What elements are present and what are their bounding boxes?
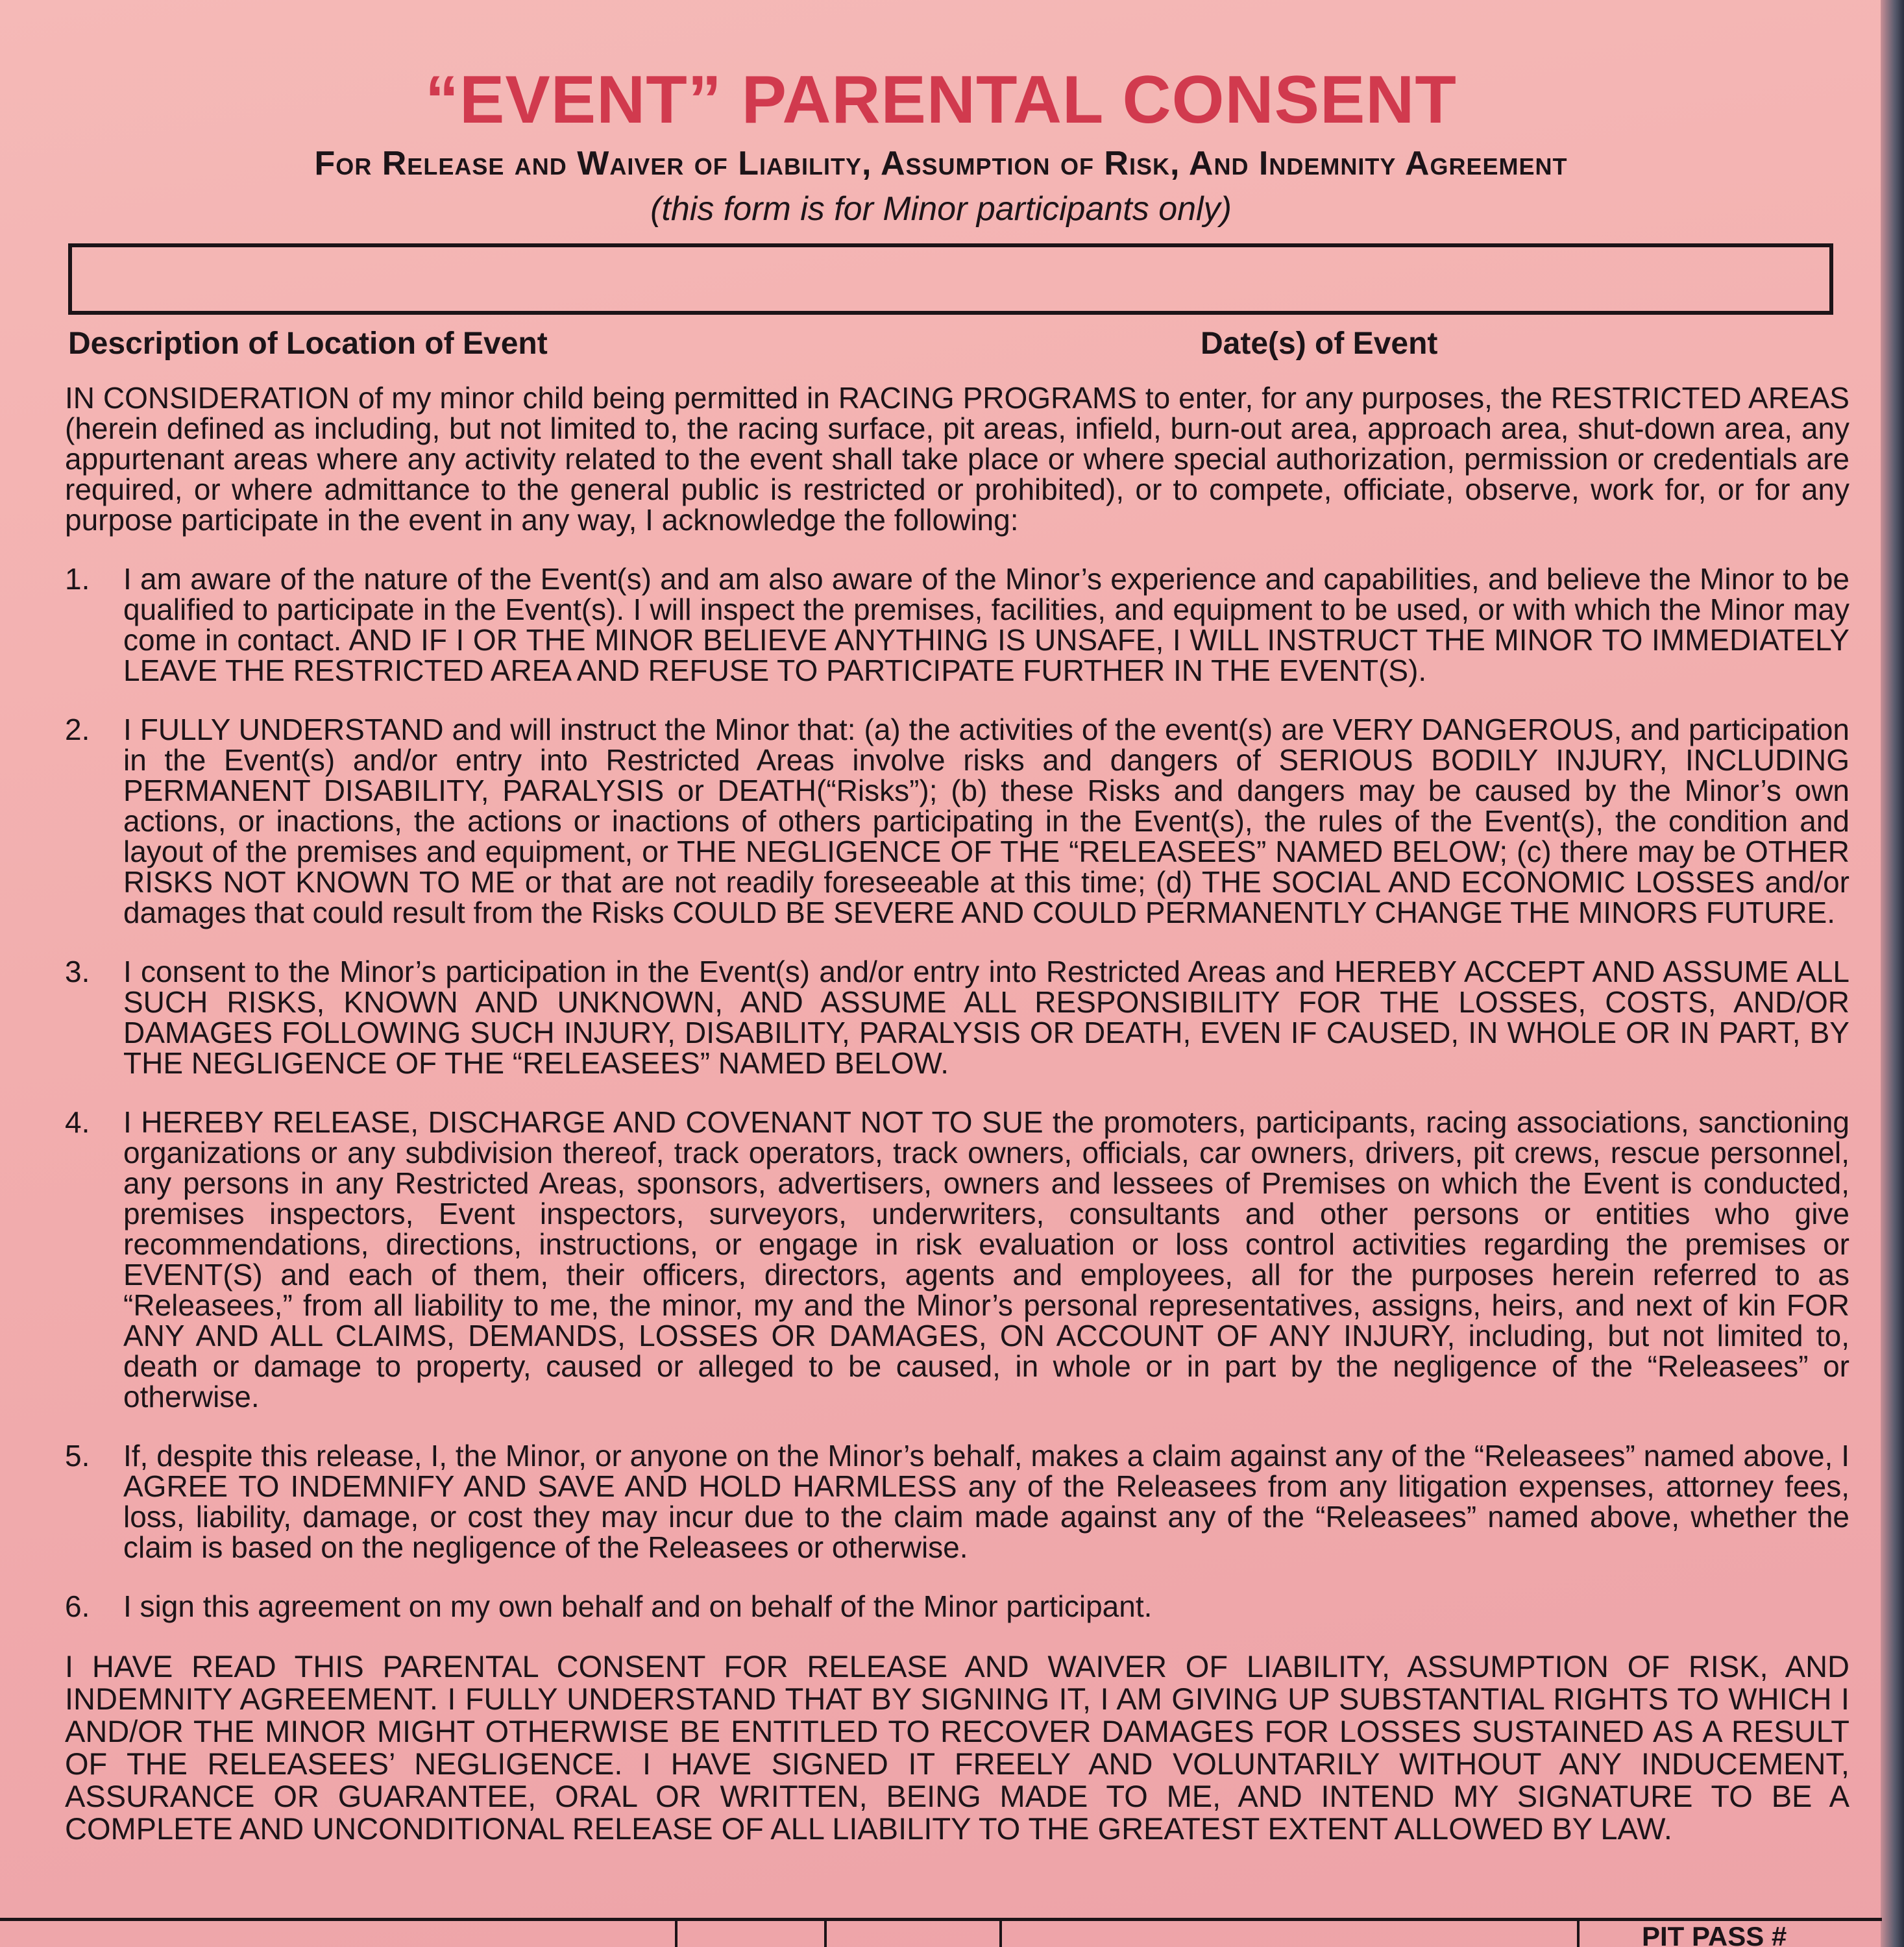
clause-text: I consent to the Minor’s participation in the Event(s) and/or entry into Restricted Areas and HEREBY ACCEPT AND ASSUME ALL SUCH RISKS, KNOWN AND UNKNOWN, AND ASSUME ALL RESPONSIBILITY FOR THE LOSSES, COSTS, AND/OR DAMAGES FOLLOWING SUCH INJURY, DISABILITY, PARALYSIS OR DEATH, EVEN IF CAUSED, IN WHOLE OR IN PART, BY THE NEGLIGENCE OF THE “RELEASEES” NAMED BELOW. <box>123 955 1849 1080</box>
clause-number: 6. <box>65 1589 90 1623</box>
clause-number: 3. <box>65 955 90 988</box>
clause-number: 1. <box>65 562 90 596</box>
clause-number: 5. <box>65 1439 90 1473</box>
clause-text: If, despite this release, I, the Minor, or anyone on the Minor’s behalf, makes a claim against any of the “Releasees” named above, I AGREE TO INDEMNIFY AND SAVE AND HOLD HARMLESS any of the Releasees from any litigation expenses, attorney fees, loss, liability, damage, or cost they may incur due to the claim made against any of the “Releasees” named above, whether the claim is based on the negligence of the Releasees or otherwise. <box>123 1439 1849 1564</box>
signature-cell-divider <box>999 1921 1002 1947</box>
signature-cell-divider <box>675 1921 677 1947</box>
signature-table-top-rule <box>0 1918 1882 1921</box>
clause-text: I HEREBY RELEASE, DISCHARGE AND COVENANT NOT TO SUE the promoters, participants, racing associations, sanctioning organizations or any subdivision thereof, track operators, track owners, officials, car owners, drivers, pit crews, rescue personnel, any persons in any Restricted Areas, sponsors, advertisers, owners and lessees of Premises on which the Event is conducted, premises inspectors, Event inspectors, surveyors, underwriters, consultants and other persons or entities who give recommendations, directions, instructions, or engage in risk evaluation or loss control activities regarding the premises or EVENT(S) and each of them, their officers, directors, agents and employees, all for the purposes herein referred to as “Releasees,” from all liability to me, the minor, my and the Minor’s personal representatives, assigns, heirs, and next of kin FOR ANY AND ALL CLAIMS, DEMANDS, LOSSES OR DAMAGES, ON ACCOUNT OF ANY INJURY, including, but not limited to, death or damage to property, caused or alleged to be caused, in whole or in part by the negligence of the “Releasees” or otherwise. <box>123 1105 1849 1414</box>
pit-pass-label: PIT PASS # <box>1642 1921 1787 1947</box>
agreement-body <box>65 383 1849 1845</box>
clause-5 <box>65 1441 1849 1563</box>
date-label: Date(s) of Event <box>1201 326 1438 361</box>
form-title: “EVENT” PARENTAL CONSENT <box>425 62 1457 138</box>
clause-number: 2. <box>65 713 90 746</box>
clause-text: I FULLY UNDERSTAND and will instruct the Minor that: (a) the activities of the event(s) are VERY DANGEROUS, and participation in the Event(s) and/or entry into Restricted Areas involve risks and dangers of SERIOUS BODILY INJURY, INCLUDING PERMANENT DISABILITY, PARALYSIS or DEATH(“Risks”); (b) these Risks and dangers may be caused by the Minor’s own actions, or inactions, the actions or inactions of others participating in the Event(s), the rules of the Event(s), the condition and layout of the premises and equipment, or THE NEGLIGENCE OF THE “RELEASEES” NAMED BELOW; (c) there may be OTHER RISKS NOT KNOWN TO ME or that are not readily foreseeable at this time; (d) THE SOCIAL AND ECONOMIC LOSSES and/or damages that could result from the Risks COULD BE SEVERE AND COULD PERMANENTLY CHANGE THE MINORS FUTURE. <box>123 713 1849 929</box>
signature-cell-divider <box>1577 1921 1580 1947</box>
clause-1 <box>65 564 1849 686</box>
clause-4 <box>65 1107 1849 1412</box>
clause-3 <box>65 957 1849 1079</box>
clause-text: I sign this agreement on my own behalf and on behalf of the Minor participant. <box>123 1589 1153 1623</box>
location-label: Description of Location of Event <box>68 326 548 361</box>
clause-number: 4. <box>65 1105 90 1139</box>
clause-2 <box>65 715 1849 928</box>
event-details-box[interactable] <box>68 243 1833 315</box>
intro-paragraph: IN CONSIDERATION of my minor child being permitted in RACING PROGRAMS to enter, for any purposes, the RESTRICTED AREAS (herein defined as including, but not limited to, the racing surface, pit areas, infield, burn-out area, approach area, shut-down area, any appurtenant areas where any activity related to the event shall take place or where special authorization, permission or credentials are required, or where admittance to the general public is restricted or prohibited), or to compete, officiate, observe, work for, or for any purpose participate in the event in any way, I acknowledge the following: <box>65 381 1849 537</box>
clause-text: I am aware of the nature of the Event(s) and am also aware of the Minor’s experience and capabilities, and believe the Minor to be qualified to participate in the Event(s). I will inspect the premises, facilities, and equipment to be used, or with which the Minor may come in contact. AND IF I OR THE MINOR BELIEVE ANYTHING IS UNSAFE, I WILL INSTRUCT THE MINOR TO IMMEDIATELY LEAVE THE RESTRICTED AREA AND REFUSE TO PARTICIPATE FURTHER IN THE EVENT(S). <box>123 562 1849 687</box>
form-subtitle: For Release and Waiver of Liability, Assumption of Risk, And Indemnity Agreement <box>314 145 1568 182</box>
signature-cell-divider <box>824 1921 827 1947</box>
page-edge-shadow <box>1881 0 1904 1947</box>
closing-statement: I HAVE READ THIS PARENTAL CONSENT FOR RELEASE AND WAIVER OF LIABILITY, ASSUMPTION OF RISK, AND INDEMNITY AGREEMENT. I FULLY UNDERSTAND THAT BY SIGNING IT, I AM GIVING UP SUBSTANTIAL RIGHTS TO WHICH I AND/OR THE MINOR MIGHT OTHERWISE BE ENTITLED TO RECOVER DAMAGES FOR LOSSES SUSTAINED AS A RESULT OF THE RELEASEES’ NEGLIGENCE. I HAVE SIGNED IT FREELY AND VOLUNTARILY WITHOUT ANY INDUCEMENT, ASSURANCE OR GUARANTEE, ORAL OR WRITTEN, BEING MADE TO ME, AND INTEND MY SIGNATURE TO BE A COMPLETE AND UNCONDITIONAL RELEASE OF ALL LIABILITY TO THE GREATEST EXTENT ALLOWED BY LAW. <box>65 1649 1849 1846</box>
clause-6 <box>65 1591 1849 1622</box>
form-note: (this form is for Minor participants only) <box>650 190 1232 228</box>
